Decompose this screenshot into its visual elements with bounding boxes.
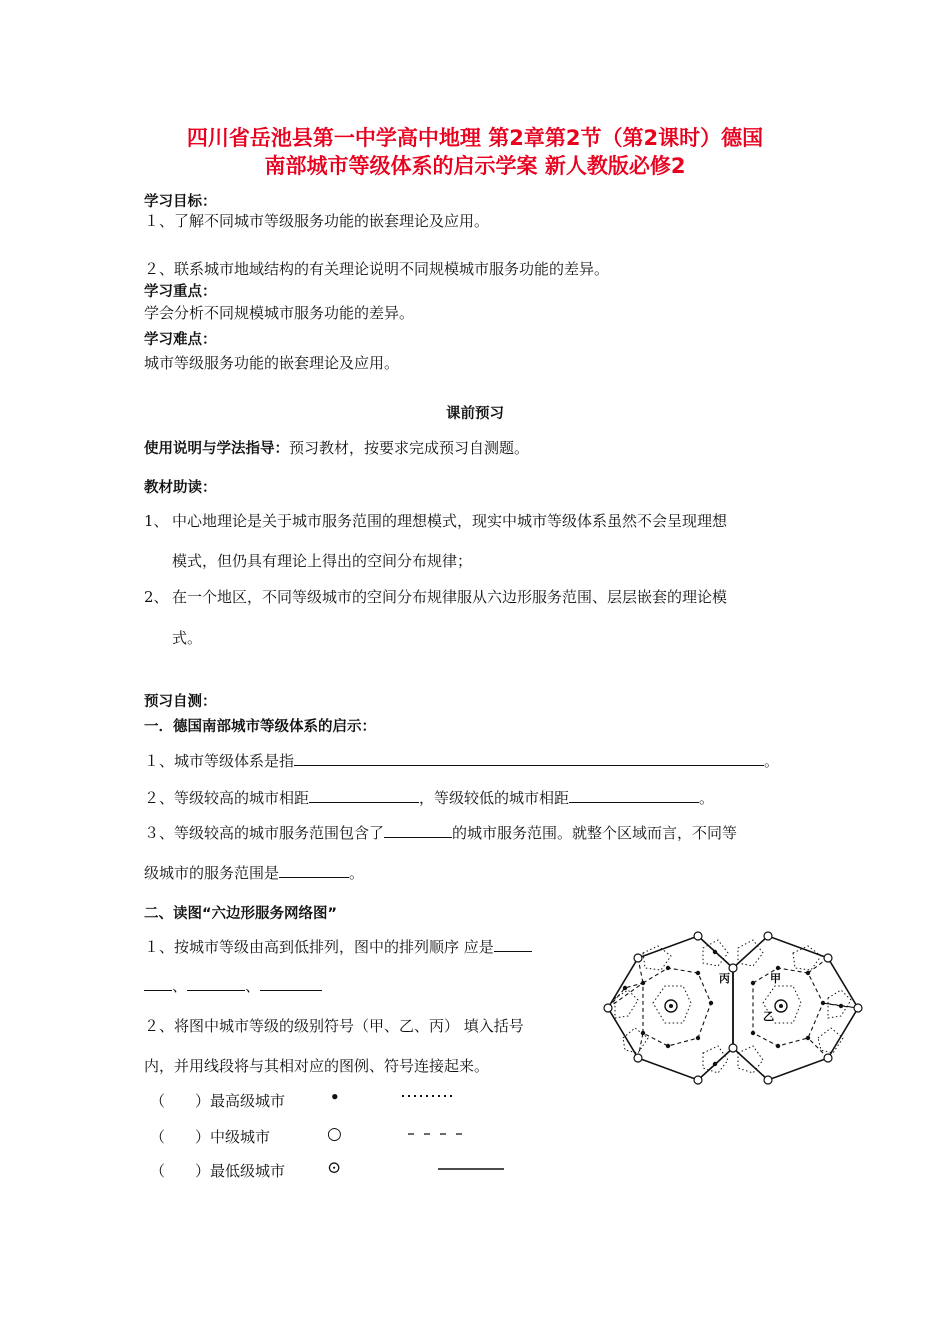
key-points-text: 学会分析不同规模城市服务功能的差异。 [144, 304, 415, 322]
legend-paren-3[interactable]: （ ） [150, 1162, 211, 1180]
question-1-3-text-a: ３、等级较高的城市服务范围包含了 [144, 824, 385, 842]
legend-label-3: 最低级城市 [210, 1162, 286, 1180]
reading-heading: 教材助读： [144, 480, 217, 496]
reading-1-line-2: 模式，但仍具有理论上得出的空间分布规律； [172, 552, 473, 570]
objectives-heading: 学习目标： [144, 194, 217, 210]
legend-circle-symbol: ○ [327, 1124, 342, 1144]
answer-blank[interactable] [144, 976, 172, 991]
question-2-2-line-2: 内，并用线段将与其相对应的图例、符号连接起来。 [144, 1057, 490, 1075]
difficulties-heading: 学习难点： [144, 332, 217, 348]
document-title-line-1: 四川省岳池县第一中学高中地理 第2章第2节（第2课时）德国 [186, 126, 764, 150]
reading-1-line-1: 中心地理论是关于城市服务范围的理想模式，现实中城市等级体系虽然不会呈现理想 [172, 512, 728, 530]
section-1-heading: 一．德国南部城市等级体系的启示： [144, 719, 376, 735]
answer-blank[interactable] [294, 751, 764, 766]
document-title-line-2: 南部城市等级体系的启示学案 新人教版必修2 [264, 154, 686, 178]
reading-2-line-1: 在一个地区，不同等级城市的空间分布规律服从六边形服务范围、层层嵌套的理论模 [172, 588, 728, 606]
legend-label-1: 最高级城市 [210, 1092, 286, 1110]
question-1-3-text-c: 级城市的服务范围是 [144, 864, 280, 882]
legend-dotted-circle-symbol: ⊙ [327, 1158, 342, 1178]
objective-item-1: １、了解不同城市等级服务功能的嵌套理论及应用。 [144, 212, 490, 230]
reading-1-number: 1、 [144, 512, 169, 530]
section-2-heading: 二、读图“六边形服务网络图” [144, 906, 338, 922]
answer-blank[interactable] [569, 788, 699, 803]
question-1-1 [144, 750, 779, 771]
legend-paren-1[interactable]: （ ） [150, 1092, 211, 1110]
question-1-3-line-1 [144, 822, 737, 843]
question-1-3-text-b: 的城市服务范围。就整个区域而言，不同等 [452, 824, 738, 842]
reading-2-line-2: 式。 [172, 629, 203, 647]
legend-dotted-line [400, 1093, 460, 1099]
answer-blank[interactable] [384, 823, 452, 838]
separator: 、 [172, 977, 188, 995]
answer-blank[interactable] [279, 863, 349, 878]
answer-blank[interactable] [260, 976, 322, 991]
question-1-2-text-a: ２、等级较高的城市相距 [144, 789, 310, 807]
preview-heading: 课前预习 [446, 406, 504, 422]
instructions-line [144, 437, 529, 458]
map-label-yi: 乙 [763, 1010, 774, 1023]
separator: 、 [245, 977, 261, 995]
objective-item-2: ２、联系城市地域结构的有关理论说明不同规模城市服务功能的差异。 [144, 260, 610, 278]
hexagon-service-network-map [603, 928, 863, 1093]
key-points-heading: 学习重点： [144, 284, 217, 300]
question-1-3-end: 。 [349, 864, 365, 882]
question-2-1-line-2 [144, 975, 322, 996]
difficulties-text: 城市等级服务功能的嵌套理论及应用。 [144, 354, 400, 372]
answer-blank[interactable] [494, 937, 532, 952]
legend-paren-2[interactable]: （ ） [150, 1128, 211, 1146]
legend-dashed-line [406, 1131, 472, 1137]
reading-2-number: 2、 [144, 588, 169, 606]
legend-dot-symbol: • [330, 1088, 340, 1106]
question-2-1-line-1 [144, 936, 532, 957]
answer-blank[interactable] [187, 976, 245, 991]
question-2-1-text: １、按城市等级由高到低排列，图中的排列顺序 应是 [144, 938, 494, 956]
question-1-3-line-2 [144, 862, 364, 883]
legend-label-2: 中级城市 [210, 1128, 271, 1146]
question-2-2-line-1: ２、将图中城市等级的级别符号（甲、乙、丙） 填入括号 [144, 1017, 524, 1035]
answer-blank[interactable] [309, 788, 419, 803]
question-1-2-end: 。 [699, 789, 715, 807]
map-label-jia: 甲 [770, 972, 781, 985]
map-label-bing: 丙 [719, 972, 730, 985]
instructions-label: 使用说明与学法指导： [144, 441, 289, 457]
question-1-2-text-b: ，等级较低的城市相距 [419, 789, 570, 807]
question-1-2 [144, 787, 714, 808]
question-1-1-text: １、城市等级体系是指 [144, 752, 295, 770]
instructions-text: 预习教材，按要求完成预习自测题。 [289, 439, 530, 457]
self-test-heading: 预习自测： [144, 694, 217, 710]
legend-solid-line [436, 1166, 508, 1172]
question-1-1-end: 。 [764, 752, 780, 770]
